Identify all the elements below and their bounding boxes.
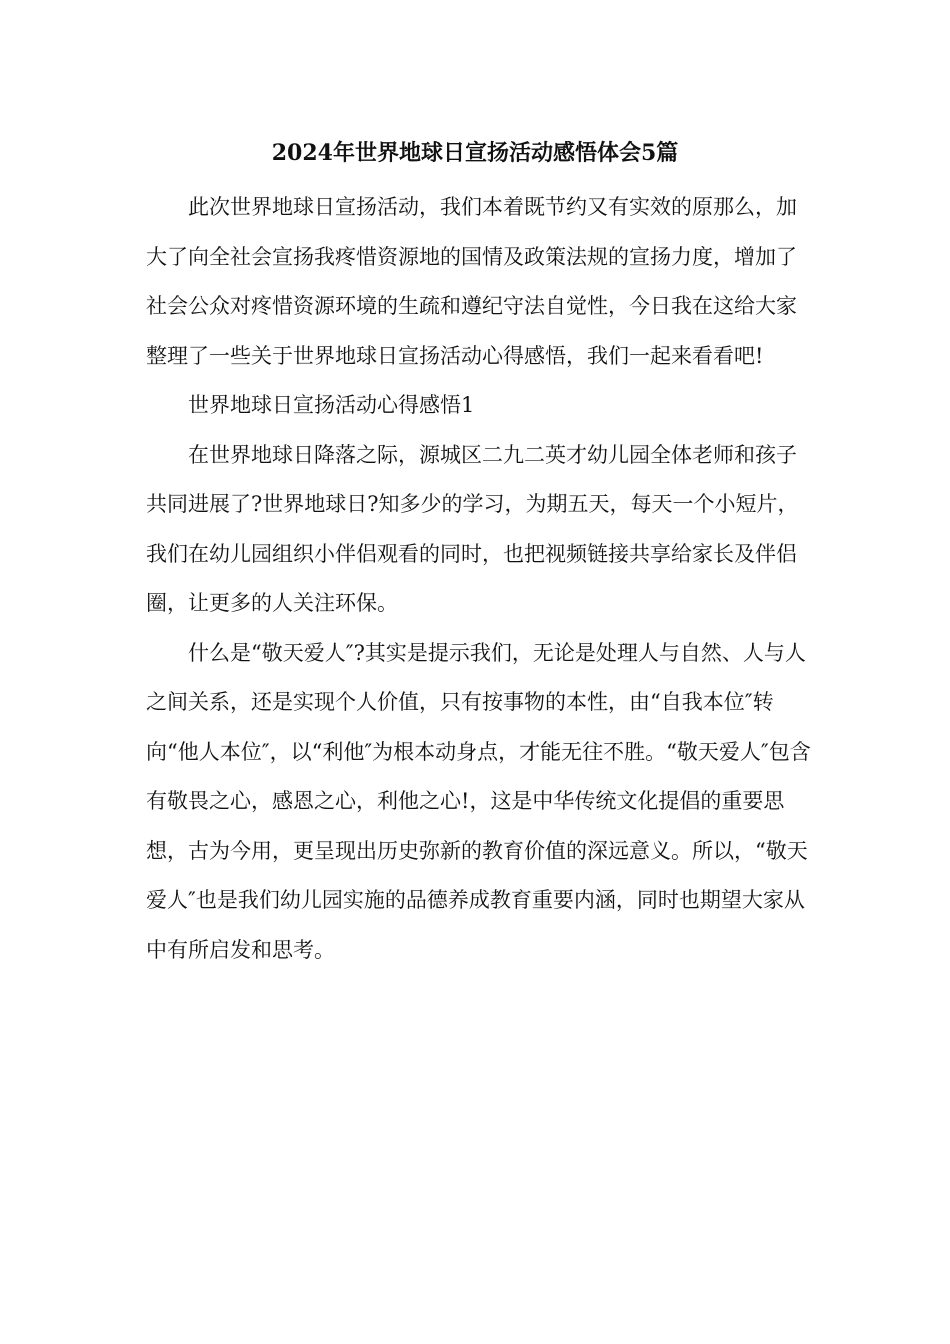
paragraph-section-2: 什么是“敬天爱人″?其实是提示我们，无论是处理人与自然、人与人之间关系，还是实现个人价值，只有按事物的本性，由“自我本位″转向“他人本位″，以“利他″为根本动身点，才能无往不胜。“敬天爱人″包含有敬畏之心，感恩之心，利他之心!，这是中华传统文化提倡的重要思想，古为今用，更呈现出历史弥新的教育价值的深远意义。所以，“敬天爱人″也是我们幼儿园实施的品德养成教育重要内涵，同时也期望大家从中有所启发和思考。 [146, 640, 811, 962]
paragraph-intro: 此次世界地球日宣扬活动，我们本着既节约又有实效的原那么，加大了向全社会宣扬我疼惜资源地的国情及政策法规的宣扬力度，增加了社会公众对疼惜资源环境的生疏和遵纪守法自觉性，今日我在这给大家整理了一些关于世界地球日宣扬活动心得感悟，我们一起来看看吧! [146, 195, 797, 368]
section-heading: 世界地球日宣扬活动心得感悟1 [188, 393, 475, 417]
document-title: 2024年世界地球日宣扬活动感悟体会5篇 [271, 140, 679, 166]
document-body [146, 183, 814, 975]
paragraph-section-1: 在世界地球日降落之际，源城区二九二英才幼儿园全体老师和孩子共同进展了?世界地球日?知多少的学习，为期五天，每天一个小短片，我们在幼儿园组织小伴侣观看的同时，也把视频链接共享给家长及伴侣圈，让更多的人关注环保。 [146, 442, 799, 615]
